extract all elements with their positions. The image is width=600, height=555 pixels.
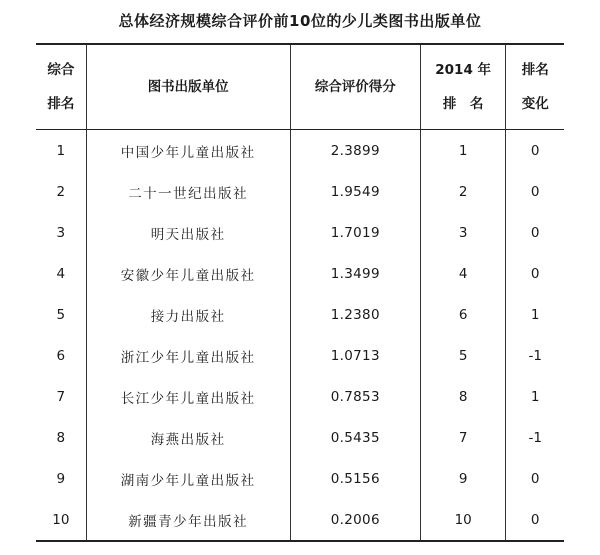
table-row <box>36 130 564 172</box>
cell-rank-change: 0 <box>506 499 564 541</box>
cell-rank-2014: 5 <box>420 335 506 376</box>
cell-score: 0.5435 <box>290 417 420 458</box>
header-overall-rank-line2: 排名 <box>47 96 75 112</box>
cell-score: 1.2380 <box>290 294 420 335</box>
cell-score: 1.3499 <box>290 253 420 294</box>
cell-rank-change: 0 <box>506 458 564 499</box>
table-row <box>36 458 564 499</box>
header-row <box>36 44 564 130</box>
header-rank-change-line1: 排名 <box>521 62 549 78</box>
cell-overall-rank: 1 <box>56 142 66 159</box>
table-row <box>36 417 564 458</box>
cell-score: 0.2006 <box>290 499 420 541</box>
header-rank-change-line2: 变化 <box>521 96 549 112</box>
table-title: 总体经济规模综合评价前10位的少儿类图书出版单位 <box>118 12 482 30</box>
cell-publisher: 接力出版社 <box>86 294 290 335</box>
cell-rank-change: 0 <box>506 130 564 172</box>
table-row <box>36 253 564 294</box>
cell-rank-change: 0 <box>506 253 564 294</box>
cell-overall-rank: 8 <box>56 429 66 446</box>
table-row <box>36 335 564 376</box>
header-rank-2014-line1: 2014 年 <box>435 62 492 78</box>
table-row <box>36 212 564 253</box>
header-rank-change <box>506 44 564 130</box>
cell-rank-change: -1 <box>506 335 564 376</box>
cell-score: 1.0713 <box>290 335 420 376</box>
header-rank-2014 <box>420 44 506 130</box>
header-score: 综合评价得分 <box>290 44 420 130</box>
cell-publisher: 浙江少年儿童出版社 <box>86 335 290 376</box>
cell-publisher: 湖南少年儿童出版社 <box>86 458 290 499</box>
cell-overall-rank: 2 <box>56 183 66 200</box>
table-row <box>36 171 564 212</box>
cell-rank-2014: 1 <box>420 130 506 172</box>
header-overall-rank-line1: 综合 <box>47 62 75 78</box>
cell-score: 2.3899 <box>290 130 420 172</box>
cell-rank-2014: 9 <box>420 458 506 499</box>
cell-rank-2014: 4 <box>420 253 506 294</box>
table-row <box>36 499 564 541</box>
cell-rank-change: 1 <box>506 294 564 335</box>
cell-rank-2014: 7 <box>420 417 506 458</box>
cell-score: 1.7019 <box>290 212 420 253</box>
cell-rank-change: 0 <box>506 171 564 212</box>
header-publisher: 图书出版单位 <box>86 44 290 130</box>
cell-score: 1.9549 <box>290 171 420 212</box>
cell-rank-change: 0 <box>506 212 564 253</box>
cell-overall-rank: 3 <box>56 224 66 241</box>
cell-overall-rank: 7 <box>56 388 66 405</box>
cell-rank-change: 1 <box>506 376 564 417</box>
table-body <box>36 130 564 542</box>
cell-overall-rank: 5 <box>56 306 66 323</box>
cell-publisher: 长江少年儿童出版社 <box>86 376 290 417</box>
cell-rank-change: -1 <box>506 417 564 458</box>
cell-publisher: 中国少年儿童出版社 <box>86 130 290 172</box>
ranking-table <box>36 43 564 542</box>
cell-publisher: 明天出版社 <box>86 212 290 253</box>
cell-score: 0.7853 <box>290 376 420 417</box>
table-row <box>36 294 564 335</box>
cell-publisher: 二十一世纪出版社 <box>86 171 290 212</box>
cell-overall-rank: 9 <box>56 470 66 487</box>
cell-overall-rank: 6 <box>56 347 66 364</box>
cell-rank-2014: 8 <box>420 376 506 417</box>
cell-rank-2014: 2 <box>420 171 506 212</box>
cell-publisher: 海燕出版社 <box>86 417 290 458</box>
table-header <box>36 44 564 130</box>
cell-rank-2014: 10 <box>420 499 506 541</box>
cell-rank-2014: 3 <box>420 212 506 253</box>
cell-overall-rank: 4 <box>56 265 66 282</box>
cell-score: 0.5156 <box>290 458 420 499</box>
header-rank-2014-line2: 排 名 <box>442 96 484 112</box>
cell-publisher: 安徽少年儿童出版社 <box>86 253 290 294</box>
cell-rank-2014: 6 <box>420 294 506 335</box>
cell-overall-rank: 10 <box>36 499 86 541</box>
cell-publisher: 新疆青少年出版社 <box>86 499 290 541</box>
header-overall-rank <box>36 44 86 130</box>
table-row <box>36 376 564 417</box>
